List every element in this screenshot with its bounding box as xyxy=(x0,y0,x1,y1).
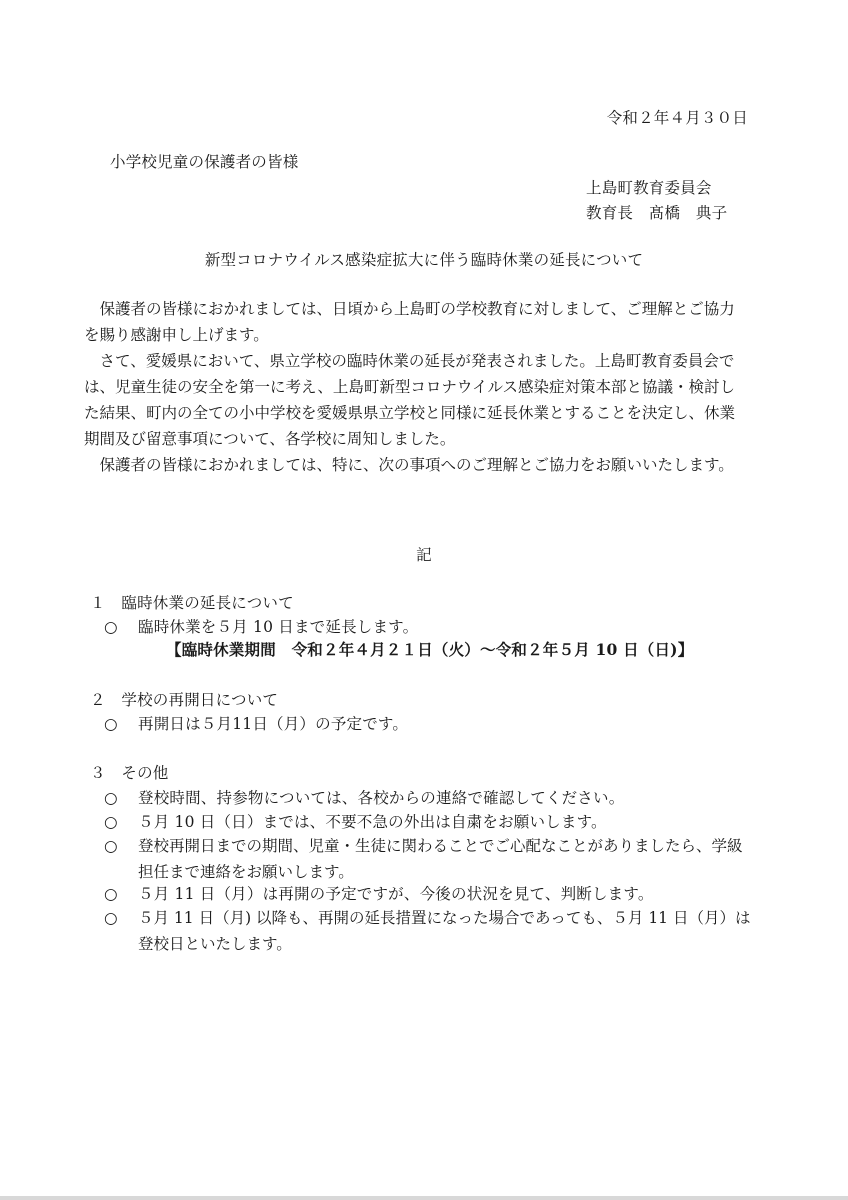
section-1-item xyxy=(104,617,418,637)
section-3-item-text: ５月 11 日（月）は再開の予定ですが、今後の状況を見て、判断します。 xyxy=(138,885,654,903)
bullet-circle-icon: ○ xyxy=(104,813,118,831)
section-2-item-text: 再開日は５月11日（月）の予定です。 xyxy=(138,715,409,733)
section-3-item-text: 登校再開日までの期間、児童・生徒に関わることでご心配なことがありましたら、学級担任まで連絡をお願いします。 xyxy=(138,837,743,881)
section-1-heading: １ 臨時休業の延長について xyxy=(90,594,294,612)
section-3-item-2 xyxy=(104,812,607,832)
body-text xyxy=(84,296,750,478)
section-3-item-1 xyxy=(104,788,624,808)
section-3-item-text: ５月 10 日（日）までは、不要不急の外出は自粛をお願いします。 xyxy=(138,813,607,831)
bullet-circle-icon: ○ xyxy=(104,789,118,807)
document-date: 令和２年４月３０日 xyxy=(606,109,748,127)
bullet-circle-icon: ○ xyxy=(104,715,118,733)
section-3-item-text: 登校時間、持参物については、各校からの連絡で確認してください。 xyxy=(138,789,625,807)
body-paragraph-2: さて、愛媛県において、県立学校の臨時休業の延長が発表されました。上島町教育委員会では、児童生徒の安全を第一に考え、上島町新型コロナウイルス感染症対策本部と協議・検討した結果、町内の全ての小中学校を愛媛県県立学校と同様に延長休業とすることを決定し、休業期間及び留意事項について、各学校に周知しました。 xyxy=(84,352,736,448)
scan-bottom-edge xyxy=(0,1196,848,1200)
sender-organization: 上島町教育委員会 xyxy=(586,179,712,197)
sender-person: 教育長 髙橋 典子 xyxy=(586,204,728,222)
section-3-item-5 xyxy=(104,905,754,957)
document-title: 新型コロナウイルス感染症拡大に伴う臨時休業の延長について xyxy=(204,251,644,269)
bullet-circle-icon: ○ xyxy=(104,618,118,636)
section-3-heading: ３ その他 xyxy=(90,764,169,782)
ki-heading: 記 xyxy=(416,546,432,564)
section-2-item xyxy=(104,714,408,734)
body-paragraph-3: 保護者の皆様におかれましては、特に、次の事項へのご理解とご協力をお願いいたします。 xyxy=(99,456,734,474)
section-3-item-3 xyxy=(104,833,754,885)
bullet-circle-icon: ○ xyxy=(104,837,118,855)
section-3-item-4 xyxy=(104,884,654,904)
recipient-line: 小学校児童の保護者の皆様 xyxy=(110,153,299,171)
section-2-heading: ２ 学校の再開日について xyxy=(90,691,279,709)
bullet-circle-icon: ○ xyxy=(104,885,118,903)
body-paragraph-1: 保護者の皆様におかれましては、日頃から上島町の学校教育に対しまして、ご理解とご協力を賜り感謝申し上げます。 xyxy=(84,300,735,344)
bullet-circle-icon: ○ xyxy=(104,909,118,927)
section-1-item-text: 臨時休業を５月 10 日まで延長します。 xyxy=(138,618,419,636)
section-3-item-text: ５月 11 日（月) 以降も、再開の延長措置になった場合であっても、５月 11 日（月）は登校日といたします。 xyxy=(138,909,751,953)
closure-period: 【臨時休業期間 令和２年４月２１日（火）～令和２年５月 10 日（日)】 xyxy=(166,640,694,659)
